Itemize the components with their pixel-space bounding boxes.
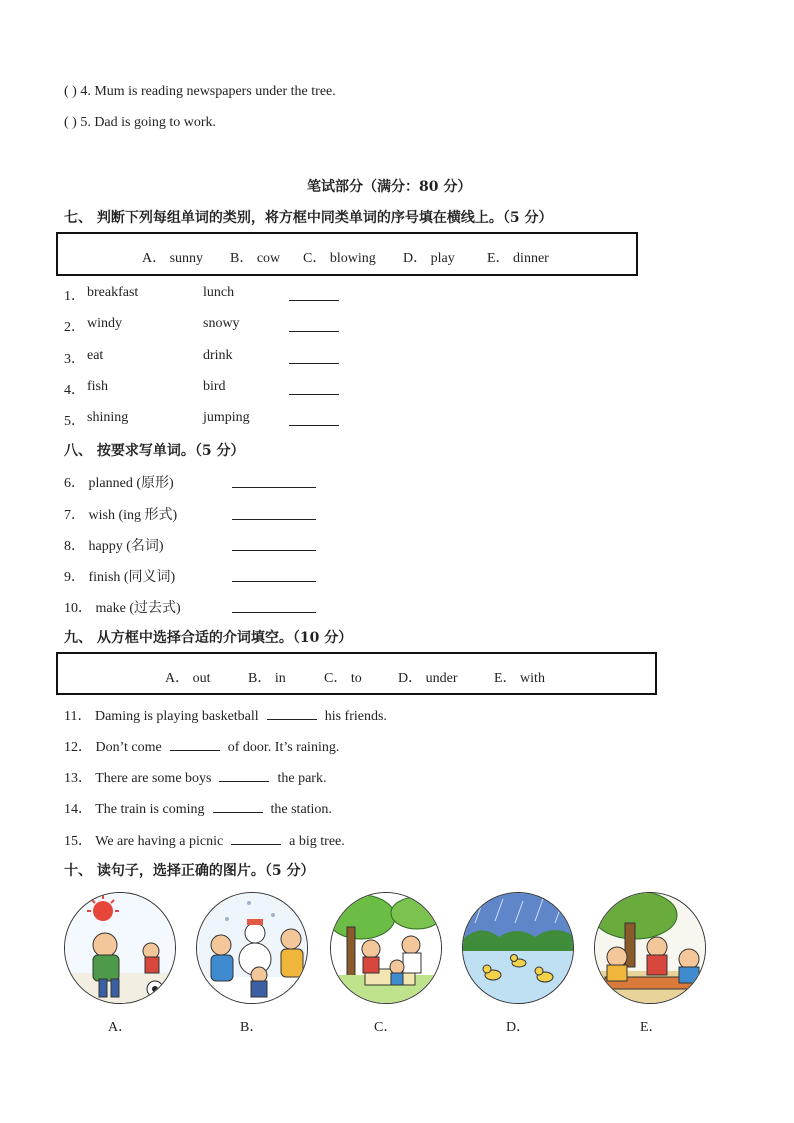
list-item (64, 472, 174, 492)
picture-label-b: B． (240, 1020, 264, 1035)
answer-blank[interactable] (219, 769, 269, 782)
written-section-title: 笔试部分（满分：80 分） (307, 179, 472, 195)
option-e: E． with (494, 671, 545, 686)
answer-blank[interactable] (170, 738, 220, 751)
option-d: D． play (403, 251, 455, 266)
item-text: 8． happy (名词) (64, 539, 164, 554)
section-9-option-box (56, 652, 657, 695)
picture-label-a: A． (108, 1020, 133, 1035)
picture-b-snowman-snowy[interactable] (196, 892, 308, 1004)
option-c: C． blowing (303, 251, 376, 266)
word-2: drink (203, 348, 233, 363)
answer-blank[interactable] (232, 600, 316, 613)
question-5: ( ) 5. Dad is going to work. (64, 115, 217, 130)
section-7-heading: 七、 判断下列每组单词的类别，将方框中同类单词的序号填在横线上。（5 分） (64, 210, 553, 226)
sentence-end: a big tree. (289, 834, 345, 849)
picture-label-c: C． (374, 1020, 398, 1035)
word-2: jumping (203, 410, 250, 425)
section-7-option-box (56, 232, 638, 276)
sentence-start: 15． We are having a picnic (64, 834, 224, 849)
answer-blank[interactable] (289, 288, 339, 301)
item-number: 3． (64, 352, 85, 367)
list-item (64, 379, 226, 399)
answer-blank[interactable] (289, 351, 339, 364)
item-text: 9． finish (同义词) (64, 570, 176, 585)
sentence-end: his friends. (324, 709, 387, 724)
answer-blank[interactable] (231, 832, 281, 845)
answer-blank[interactable] (289, 382, 339, 395)
option-b: B． cow (230, 251, 281, 266)
item-text: 7． wish (ing 形式) (64, 508, 178, 523)
answer-blank[interactable] (232, 475, 316, 488)
item-number: 2． (64, 320, 85, 335)
option-e: E． dinner (487, 251, 549, 266)
list-item (64, 535, 164, 555)
answer-blank[interactable] (232, 507, 316, 520)
list-item (64, 348, 233, 368)
list-item (64, 410, 250, 430)
option-d: D． under (398, 671, 458, 686)
list-item (64, 705, 387, 725)
word-2: lunch (203, 285, 235, 300)
option-a: A． out (165, 671, 211, 686)
option-a: A． sunny (142, 251, 204, 266)
list-item (64, 767, 326, 787)
sentence-end: the station. (270, 802, 332, 817)
sentence-end: the park. (277, 771, 327, 786)
item-number: 5． (64, 414, 85, 429)
item-number: 4． (64, 383, 85, 398)
sentence-end: of door. It’s raining. (227, 740, 340, 755)
sentence-start: 12． Don’t come (64, 740, 162, 755)
word-2: snowy (203, 316, 240, 331)
picture-d-rain-ducks[interactable] (462, 892, 574, 1004)
word-2: bird (203, 379, 226, 394)
word-1: breakfast (87, 285, 139, 300)
answer-blank[interactable] (267, 707, 317, 720)
section-8-heading: 八、 按要求写单词。（5 分） (64, 443, 245, 459)
picture-a-football-sunny[interactable] (64, 892, 176, 1004)
item-text: 10． make (过去式) (64, 601, 181, 616)
word-1: eat (87, 348, 104, 363)
list-item (64, 285, 235, 305)
word-1: fish (87, 379, 108, 394)
list-item (64, 504, 177, 524)
answer-blank[interactable] (289, 413, 339, 426)
list-item (64, 316, 240, 336)
section-10-heading: 十、 读句子，选择正确的图片。（5 分） (64, 863, 315, 879)
picture-label-e: E． (640, 1020, 663, 1035)
answer-blank[interactable] (213, 800, 263, 813)
word-1: shining (87, 410, 129, 425)
item-text: 6． planned (原形) (64, 476, 174, 491)
word-1: windy (87, 316, 122, 331)
sentence-start: 11． Daming is playing basketball (64, 709, 259, 724)
sentence-start: 13． There are some boys (64, 771, 212, 786)
option-b: B． in (248, 671, 286, 686)
option-c: C． to (324, 671, 362, 686)
list-item (64, 830, 345, 850)
answer-blank[interactable] (232, 538, 316, 551)
list-item (64, 798, 332, 818)
picture-c-park-reading[interactable] (330, 892, 442, 1004)
sentence-start: 14． The train is coming (64, 802, 205, 817)
list-item (64, 597, 181, 617)
question-4: ( ) 4. Mum is reading newspapers under the tree. (64, 84, 336, 99)
list-item (64, 736, 339, 756)
item-number: 1． (64, 289, 85, 304)
answer-blank[interactable] (232, 569, 316, 582)
picture-label-d: D． (506, 1020, 531, 1035)
picture-e-picnic[interactable] (594, 892, 706, 1004)
list-item (64, 566, 175, 586)
section-9-heading: 九、 从方框中选择合适的介词填空。（10 分） (64, 630, 353, 646)
answer-blank[interactable] (289, 319, 339, 332)
